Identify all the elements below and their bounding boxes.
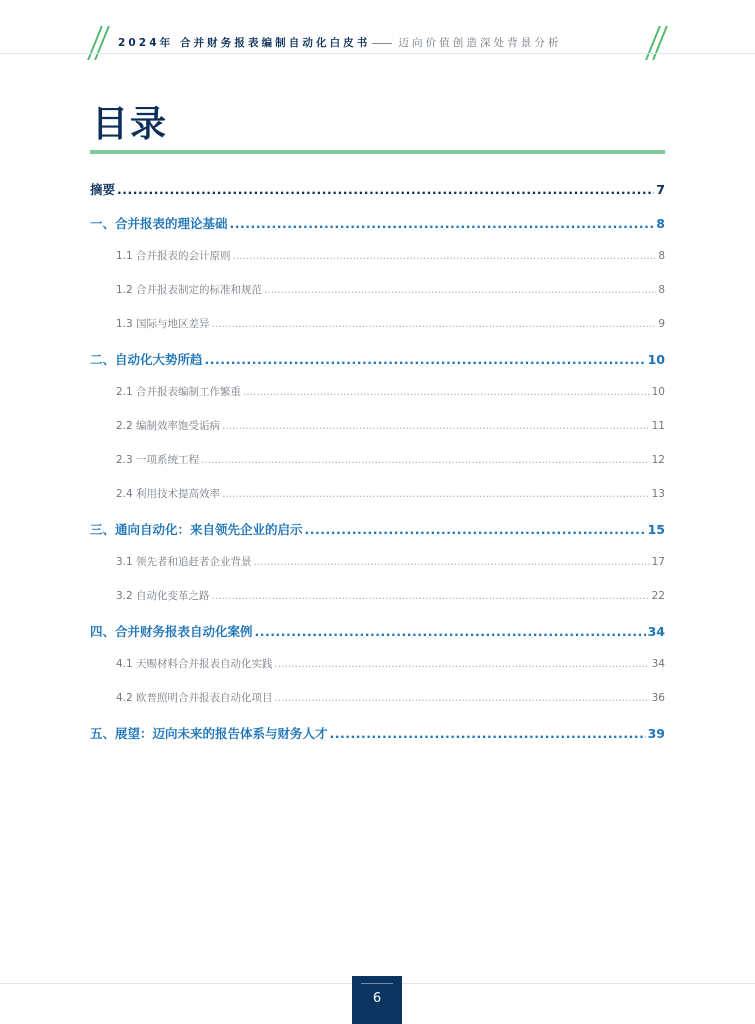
toc-entry-subsection[interactable] (90, 452, 665, 467)
toc-leader-dots (275, 692, 650, 704)
toc-entry-label: 4.1 天赐材料合并报表自动化实践 (116, 658, 273, 670)
toc-entry-page: 11 (651, 420, 665, 432)
toc-entry-label: 一、合并报表的理论基础 (90, 216, 228, 231)
toc-entry-label: 四、合并财务报表自动化案例 (90, 624, 253, 639)
toc-leader-dots (117, 182, 654, 197)
toc-entry-label: 4.2 欧普照明合并报表自动化项目 (116, 692, 273, 704)
toc-entry-subsection[interactable] (90, 656, 665, 671)
toc-entry-label: 五、展望：迈向未来的报告体系与财务人才 (90, 726, 328, 741)
toc-leader-dots (264, 284, 656, 296)
toc-leader-dots (222, 420, 650, 432)
toc-entry-subsection[interactable] (90, 554, 665, 569)
toc-entry-section[interactable] (90, 180, 665, 198)
title-underline (90, 150, 665, 154)
toc-entry-page: 34 (647, 624, 665, 639)
toc-leader-dots (205, 352, 646, 367)
toc-entry-page: 10 (647, 352, 665, 367)
toc-leader-dots (201, 454, 650, 466)
toc-entry-page: 17 (651, 556, 665, 568)
toc-leader-dots (305, 522, 646, 537)
toc-leader-dots (275, 658, 650, 670)
toc-entry-page: 8 (656, 216, 665, 231)
toc-entry-label: 三、通向自动化：来自领先企业的启示 (90, 522, 303, 537)
right-slash-decoration (646, 26, 668, 60)
toc-entry-label: 1.2 合并报表制定的标准和规范 (116, 284, 263, 296)
toc-entry-section[interactable] (90, 520, 665, 538)
page-number-tick (361, 983, 393, 984)
toc-entry-page: 39 (647, 726, 665, 741)
toc-leader-dots (212, 590, 650, 602)
toc-entry-subsection[interactable] (90, 282, 665, 297)
toc-entry-page: 34 (651, 658, 665, 670)
toc-leader-dots (243, 386, 650, 398)
toc-entry-page: 8 (658, 250, 665, 262)
toc-entry-section[interactable] (90, 622, 665, 640)
toc-entry-section[interactable] (90, 724, 665, 742)
toc-entry-page: 36 (651, 692, 665, 704)
header-subtitle: 迈向价值创造深处背景分析 (398, 37, 562, 49)
header-rule (0, 53, 755, 54)
toc-entry-label: 3.2 自动化变革之路 (116, 590, 210, 602)
toc-entry-page: 9 (658, 318, 665, 330)
toc-entry-label: 3.1 领先者和追赶者企业背景 (116, 556, 252, 568)
header-text (118, 35, 638, 51)
page-number: 6 (372, 991, 382, 1006)
toc-entry-subsection[interactable] (90, 418, 665, 433)
toc-entry-subsection[interactable] (90, 588, 665, 603)
toc-entry-subsection[interactable] (90, 316, 665, 331)
toc-leader-dots (222, 488, 650, 500)
toc-entry-label: 2.4 利用技术提高效率 (116, 488, 221, 500)
toc-leader-dots (255, 624, 646, 639)
toc-entry-subsection[interactable] (90, 248, 665, 263)
toc-entry-subsection[interactable] (90, 690, 665, 705)
left-slash-decoration (88, 26, 110, 60)
toc-entry-section[interactable] (90, 350, 665, 368)
page-number-box (352, 976, 402, 1024)
toc-entry-label: 2.2 编制效率饱受诟病 (116, 420, 221, 432)
toc-leader-dots (233, 250, 657, 262)
toc-entry-page: 8 (658, 284, 665, 296)
toc-entry-page: 15 (647, 522, 665, 537)
toc-entry-label: 1.1 合并报表的会计原则 (116, 250, 231, 262)
page-header (0, 0, 755, 60)
toc-entry-page: 12 (651, 454, 665, 466)
toc-entry-label: 摘要 (90, 182, 116, 197)
toc-leader-dots (254, 556, 650, 568)
toc-entry-label: 2.3 一项系统工程 (116, 454, 200, 466)
toc-entry-page: 22 (651, 590, 665, 602)
toc-entry-page: 7 (656, 182, 665, 197)
toc-leader-dots (330, 726, 646, 741)
header-title: 2024年 合并财务报表编制自动化白皮书 (118, 37, 371, 49)
toc-entry-label: 2.1 合并报表编制工作繁重 (116, 386, 242, 398)
toc-entry-label: 1.3 国际与地区差异 (116, 318, 210, 330)
page-title: 目录 (92, 104, 169, 145)
toc-leader-dots (212, 318, 657, 330)
toc-entry-subsection[interactable] (90, 486, 665, 501)
toc-entry-page: 13 (651, 488, 665, 500)
toc-entry-label: 二、自动化大势所趋 (90, 352, 203, 367)
toc-leader-dots (230, 216, 655, 231)
header-dash (372, 43, 392, 44)
toc-entry-subsection[interactable] (90, 384, 665, 399)
toc-entry-section[interactable] (90, 214, 665, 232)
toc-entry-page: 10 (651, 386, 665, 398)
